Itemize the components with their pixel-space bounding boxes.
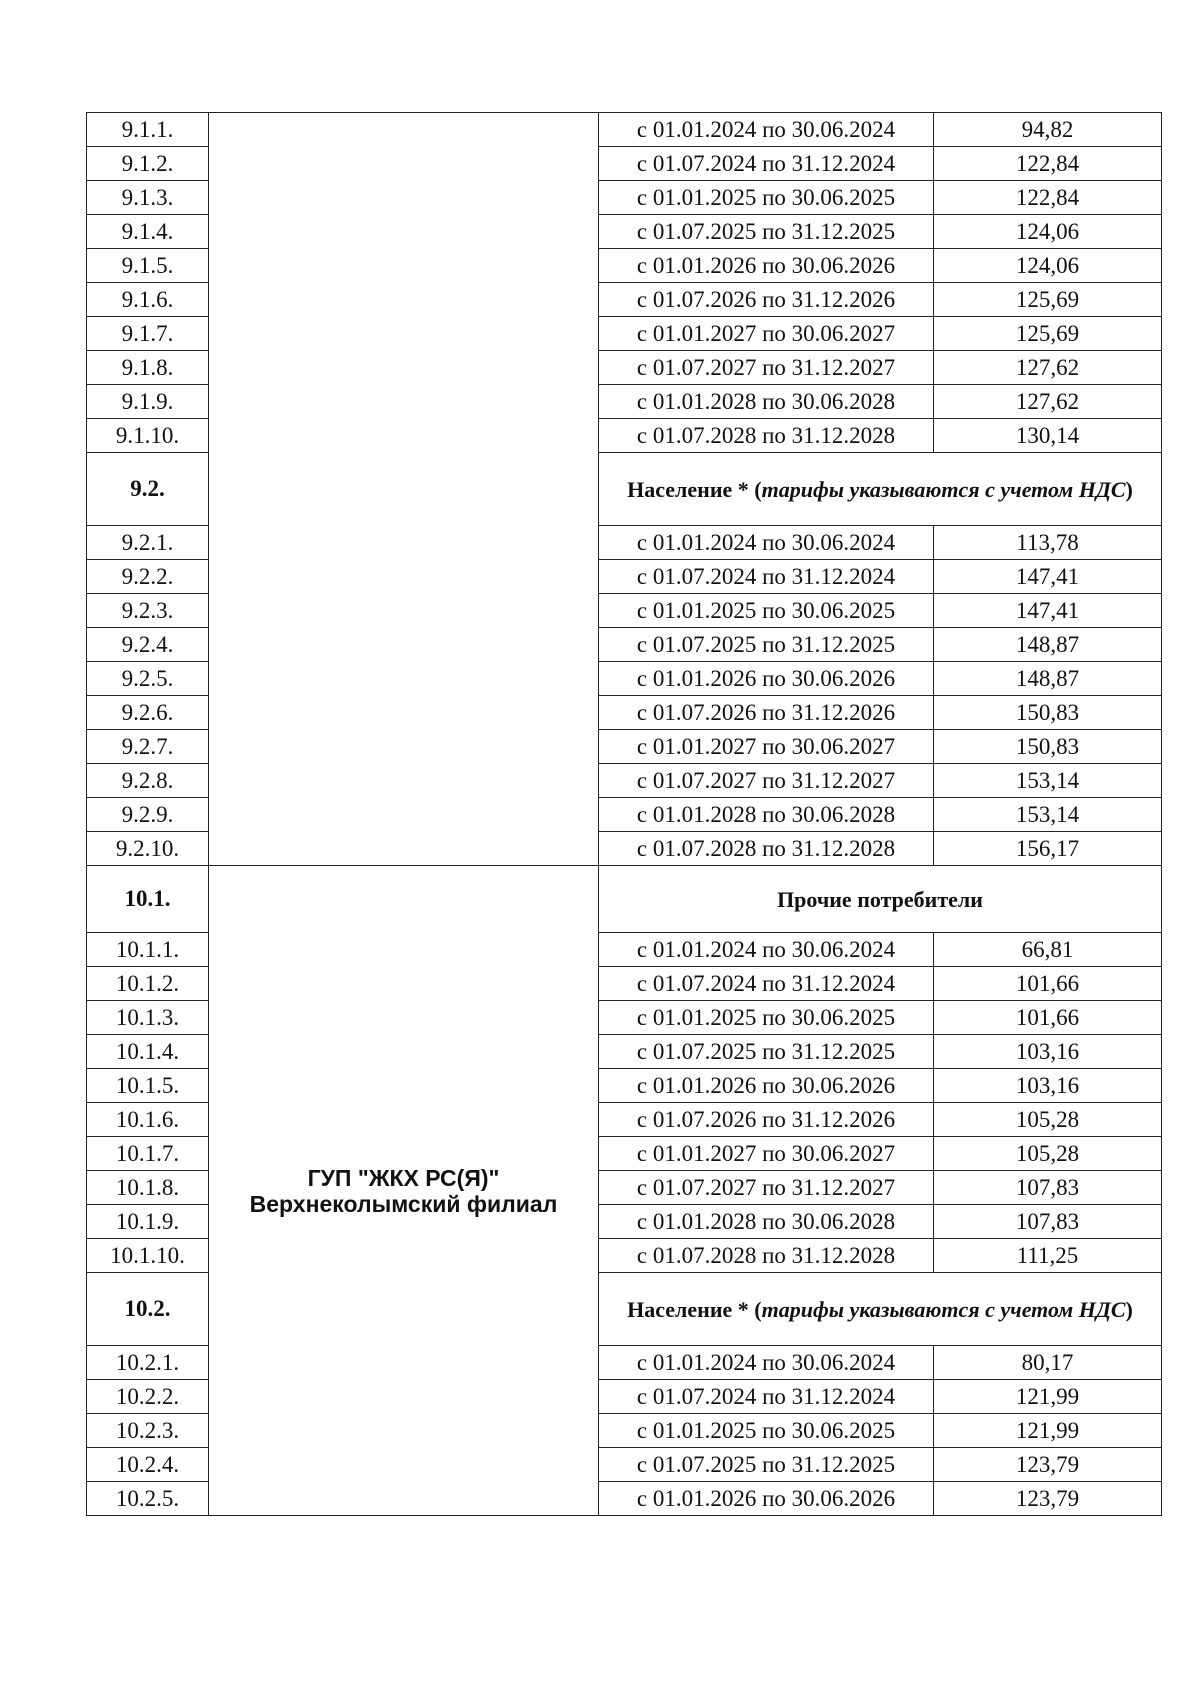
tariff-value-cell: 148,87 [934,628,1162,662]
period-cell: с 01.01.2026 по 30.06.2026 [599,1069,934,1103]
row-number: 9.2.5. [87,662,209,696]
row-number: 10.1.1. [87,933,209,967]
row-number: 10.2.2. [87,1380,209,1414]
tariff-value-cell: 121,99 [934,1380,1162,1414]
tariff-value-cell: 156,17 [934,832,1162,866]
tariff-value-cell: 111,25 [934,1239,1162,1273]
period-cell: с 01.01.2026 по 30.06.2026 [599,662,934,696]
period-cell: с 01.07.2024 по 31.12.2024 [599,147,934,181]
period-cell: с 01.07.2025 по 31.12.2025 [599,215,934,249]
period-cell: с 01.07.2025 по 31.12.2025 [599,628,934,662]
period-cell: с 01.01.2028 по 30.06.2028 [599,1205,934,1239]
tariff-value-cell: 147,41 [934,594,1162,628]
organization-cell [209,866,599,1516]
row-number: 10.1.5. [87,1069,209,1103]
row-number: 9.2.4. [87,628,209,662]
group-label-prefix: Население * ( [627,1296,762,1322]
row-number: 9.2.3. [87,594,209,628]
row-number: 10.1.8. [87,1171,209,1205]
tariff-value-cell: 150,83 [934,696,1162,730]
group-label-italic: тарифы указываются с учетом НДС [761,1296,1126,1322]
tariff-value-cell: 125,69 [934,283,1162,317]
tariff-value-cell: 150,83 [934,730,1162,764]
row-number: 9.2.7. [87,730,209,764]
tariff-value-cell: 125,69 [934,317,1162,351]
row-number: 10.1.3. [87,1001,209,1035]
tariff-value-cell: 124,06 [934,249,1162,283]
period-cell: с 01.01.2024 по 30.06.2024 [599,526,934,560]
row-number: 9.1.4. [87,215,209,249]
period-cell: с 01.07.2026 по 31.12.2026 [599,1103,934,1137]
tariff-value-cell: 153,14 [934,798,1162,832]
period-cell: с 01.07.2024 по 31.12.2024 [599,1380,934,1414]
tariff-value-cell: 124,06 [934,215,1162,249]
row-number: 9.1.3. [87,181,209,215]
row-number: 10.1.10. [87,1239,209,1273]
tariff-value-cell: 122,84 [934,181,1162,215]
period-cell: с 01.01.2024 по 30.06.2024 [599,113,934,147]
period-cell: с 01.07.2025 по 31.12.2025 [599,1035,934,1069]
period-cell: с 01.07.2026 по 31.12.2026 [599,283,934,317]
tariff-value-cell: 121,99 [934,1414,1162,1448]
period-cell: с 01.01.2025 по 30.06.2025 [599,181,934,215]
row-number: 9.1.1. [87,113,209,147]
period-cell: с 01.07.2024 по 31.12.2024 [599,967,934,1001]
group-title [599,866,1162,933]
period-cell: с 01.01.2024 по 30.06.2024 [599,933,934,967]
period-cell: с 01.07.2028 по 31.12.2028 [599,832,934,866]
period-cell: с 01.01.2027 по 30.06.2027 [599,317,934,351]
tariff-value-cell: 122,84 [934,147,1162,181]
tariff-table [86,112,1162,1516]
period-cell: с 01.01.2025 по 30.06.2025 [599,1414,934,1448]
row-number: 9.2.9. [87,798,209,832]
period-cell: с 01.01.2026 по 30.06.2026 [599,1482,934,1516]
row-number: 9.1.8. [87,351,209,385]
row-number: 10.2.4. [87,1448,209,1482]
tariff-value-cell: 123,79 [934,1448,1162,1482]
group-header-row [87,866,1162,933]
period-cell: с 01.01.2025 по 30.06.2025 [599,594,934,628]
tariff-table-body-9 [87,113,1162,866]
period-cell: с 01.01.2028 по 30.06.2028 [599,798,934,832]
tariff-value-cell: 123,79 [934,1482,1162,1516]
period-cell: с 01.01.2028 по 30.06.2028 [599,385,934,419]
tariff-value-cell: 147,41 [934,560,1162,594]
group-number: 9.2. [87,453,209,526]
row-number: 9.2.6. [87,696,209,730]
tariff-value-cell: 105,28 [934,1103,1162,1137]
group-number: 10.1. [87,866,209,933]
group-label: Прочие потребители [777,886,983,912]
row-number: 10.1.6. [87,1103,209,1137]
organization-branch: Верхнеколымский филиал [249,1190,558,1217]
row-number: 9.2.2. [87,560,209,594]
tariff-value-cell: 80,17 [934,1346,1162,1380]
tariff-value-cell: 105,28 [934,1137,1162,1171]
period-cell: с 01.01.2027 по 30.06.2027 [599,730,934,764]
row-number: 9.2.10. [87,832,209,866]
row-number: 10.1.9. [87,1205,209,1239]
tariff-value-cell: 101,66 [934,967,1162,1001]
tariff-value-cell: 107,83 [934,1171,1162,1205]
group-label-suffix: ) [1125,476,1133,502]
row-number: 9.1.5. [87,249,209,283]
organization-name: ГУП "ЖКХ РС(Я)" [307,1164,500,1191]
period-cell: с 01.07.2027 по 31.12.2027 [599,351,934,385]
period-cell: с 01.01.2024 по 30.06.2024 [599,1346,934,1380]
tariff-value-cell: 113,78 [934,526,1162,560]
row-number: 9.1.6. [87,283,209,317]
tariff-value-cell: 148,87 [934,662,1162,696]
organization-cell-continued [209,113,599,866]
tariff-table-body-10 [87,866,1162,1516]
row-number: 10.1.7. [87,1137,209,1171]
row-number: 10.1.2. [87,967,209,1001]
period-cell: с 01.07.2025 по 31.12.2025 [599,1448,934,1482]
tariff-value-cell: 103,16 [934,1069,1162,1103]
row-number: 9.2.8. [87,764,209,798]
period-cell: с 01.01.2025 по 30.06.2025 [599,1001,934,1035]
tariff-value-cell: 94,82 [934,113,1162,147]
row-number: 9.1.10. [87,419,209,453]
tariff-value-cell: 127,62 [934,351,1162,385]
group-title [599,453,1162,526]
row-number: 10.2.3. [87,1414,209,1448]
row-number: 10.1.4. [87,1035,209,1069]
group-title [599,1273,1162,1346]
tariff-value-cell: 153,14 [934,764,1162,798]
period-cell: с 01.07.2028 по 31.12.2028 [599,419,934,453]
tariff-value-cell: 130,14 [934,419,1162,453]
group-label-prefix: Население * ( [627,476,762,502]
row-number: 9.1.9. [87,385,209,419]
period-cell: с 01.07.2028 по 31.12.2028 [599,1239,934,1273]
tariff-value-cell: 101,66 [934,1001,1162,1035]
tariff-value-cell: 66,81 [934,933,1162,967]
tariff-value-cell: 103,16 [934,1035,1162,1069]
period-cell: с 01.07.2027 по 31.12.2027 [599,1171,934,1205]
group-label-suffix: ) [1125,1296,1133,1322]
group-number: 10.2. [87,1273,209,1346]
row-number: 10.2.1. [87,1346,209,1380]
tariff-value-cell: 127,62 [934,385,1162,419]
period-cell: с 01.01.2026 по 30.06.2026 [599,249,934,283]
period-cell: с 01.01.2027 по 30.06.2027 [599,1137,934,1171]
period-cell: с 01.07.2024 по 31.12.2024 [599,560,934,594]
row-number: 10.2.5. [87,1482,209,1516]
period-cell: с 01.07.2026 по 31.12.2026 [599,696,934,730]
row-number: 9.1.2. [87,147,209,181]
table-row [87,113,1162,147]
row-number: 9.2.1. [87,526,209,560]
group-label-italic: тарифы указываются с учетом НДС [761,476,1126,502]
tariff-value-cell: 107,83 [934,1205,1162,1239]
row-number: 9.1.7. [87,317,209,351]
period-cell: с 01.07.2027 по 31.12.2027 [599,764,934,798]
